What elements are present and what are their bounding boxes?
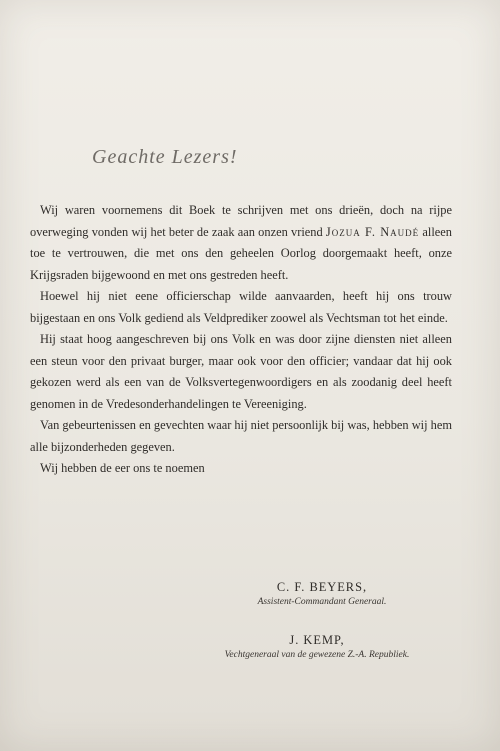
signature-name: C. F. BEYERS,: [276, 580, 368, 594]
paragraph-5: Wij hebben de eer ons te noemen: [40, 461, 205, 475]
paragraph-1: [30, 200, 452, 286]
paragraph-2: Hoewel hij niet eene officierschap wilde aanvaarden, heeft hij ons trouw bijgestaan en ons Volk gediend als Veldprediker zoowel als Vechtsman tot het einde.: [30, 289, 452, 325]
signature-name: J. KEMP,: [289, 633, 345, 647]
paragraph-3: Hij staat hoog aangeschreven bij ons Volk en was door zijne diensten niet alleen een steun voor den privaat burger, maar ook voor den officier; vandaar dat hij ook gekozen werd als een van de Volksvertegenwoordigers en als zoodanig deel heeft genomen in de Vredesonderhandelingen te Vereeniging.: [30, 332, 452, 411]
page-title: Geachte Lezers!: [92, 146, 238, 168]
signature-kemp: [186, 633, 448, 660]
paragraph-4: Van gebeurtenissen en gevechten waar hij niet persoonlijk bij was, hebben wij hem alle bijzonderheden gegeven.: [30, 418, 452, 454]
paragraph-1-rest: alleen toe te vertrouwen, die met ons den geheelen Oorlog doorgemaakt heeft, onze Krijgsraden bijgewoond en met ons gestreden heeft.: [30, 224, 452, 282]
signature-title: Assistent-Commandant Generaal.: [257, 597, 387, 607]
signature-beyers: [232, 580, 412, 607]
signature-title: Vechtgeneraal van de gewezene Z.-A. Republiek.: [224, 650, 410, 660]
paragraph-1-intro: Wij waren voornemens dit Boek te schrijven met ons drieën, doch na rijpe overweging vonden wij het beter de zaak aan onzen vriend: [30, 203, 452, 239]
letter-body: [30, 200, 452, 480]
author-name: Jozua F. Naudé: [325, 224, 420, 239]
